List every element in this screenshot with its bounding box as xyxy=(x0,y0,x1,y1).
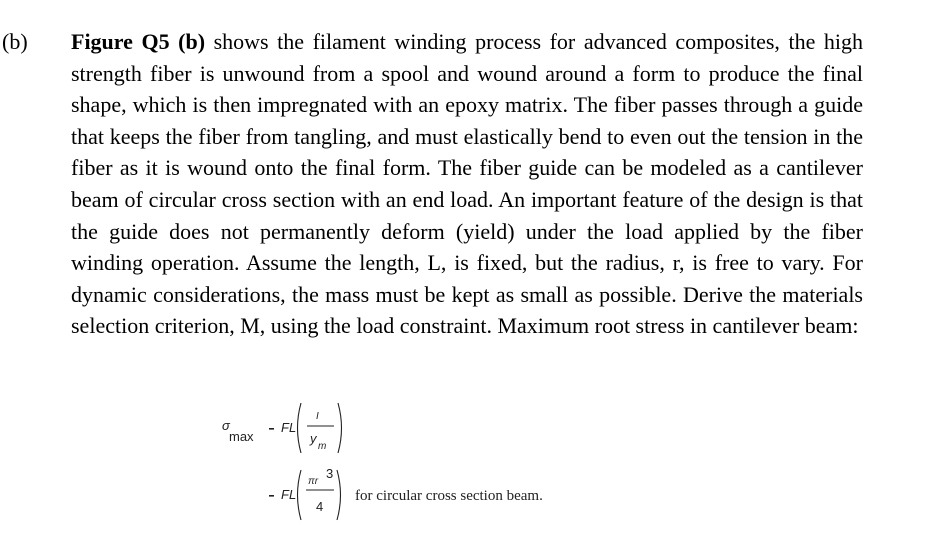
equation-line-2 xyxy=(269,466,543,520)
prefix-fl-2: FL xyxy=(281,487,297,502)
right-paren-2 xyxy=(337,470,341,520)
question-part-label: (b) xyxy=(2,29,28,54)
question-body-text: shows the filament winding process for advanced composites, the high strength fiber is unwound from a spool and wound around a form to produce the final shape, which is then impregnated with an epoxy matrix. The fiber passes through a guide that keeps the fiber from tangling, and must elastically bend to even out the tension in the fiber as it is wound onto the final form. The fiber guide can be modeled as a cantilever beam of circular cross section with an end load. An important feature of the design is that the guide does not permanently deform (yield) under the load applied by the fiber winding operation. Assume the length, L, is fixed, but the radius, r, is free to vary. For dynamic considerations, the mass must be kept as small as possible. Derive the materials selection criterion, M, using the load constraint. Maximum root stress in cantilever beam: xyxy=(71,29,863,339)
left-paren-2 xyxy=(298,470,302,520)
fraction-numerator-1: I xyxy=(316,411,319,422)
fraction-denominator-sub-1: m xyxy=(318,441,327,452)
left-paren-1 xyxy=(298,403,302,453)
fraction-denominator-2: 4 xyxy=(316,499,324,514)
right-paren-1 xyxy=(338,403,342,453)
equals-sign-2 xyxy=(269,495,274,497)
question-paragraph xyxy=(71,26,863,342)
fraction-denominator-1: y xyxy=(310,431,317,446)
cross-section-note: for circular cross section beam. xyxy=(355,488,543,504)
equals-sign-1 xyxy=(269,428,274,430)
prefix-fl-1: FL xyxy=(281,420,297,435)
figure-reference: Figure Q5 (b) xyxy=(71,29,206,54)
sigma-subscript: max xyxy=(229,429,254,444)
fraction-numerator-2: πr xyxy=(308,476,319,487)
fraction-exponent-2: 3 xyxy=(326,466,334,481)
sigma-symbol: σ xyxy=(222,418,230,433)
equation-line-1 xyxy=(222,403,342,453)
